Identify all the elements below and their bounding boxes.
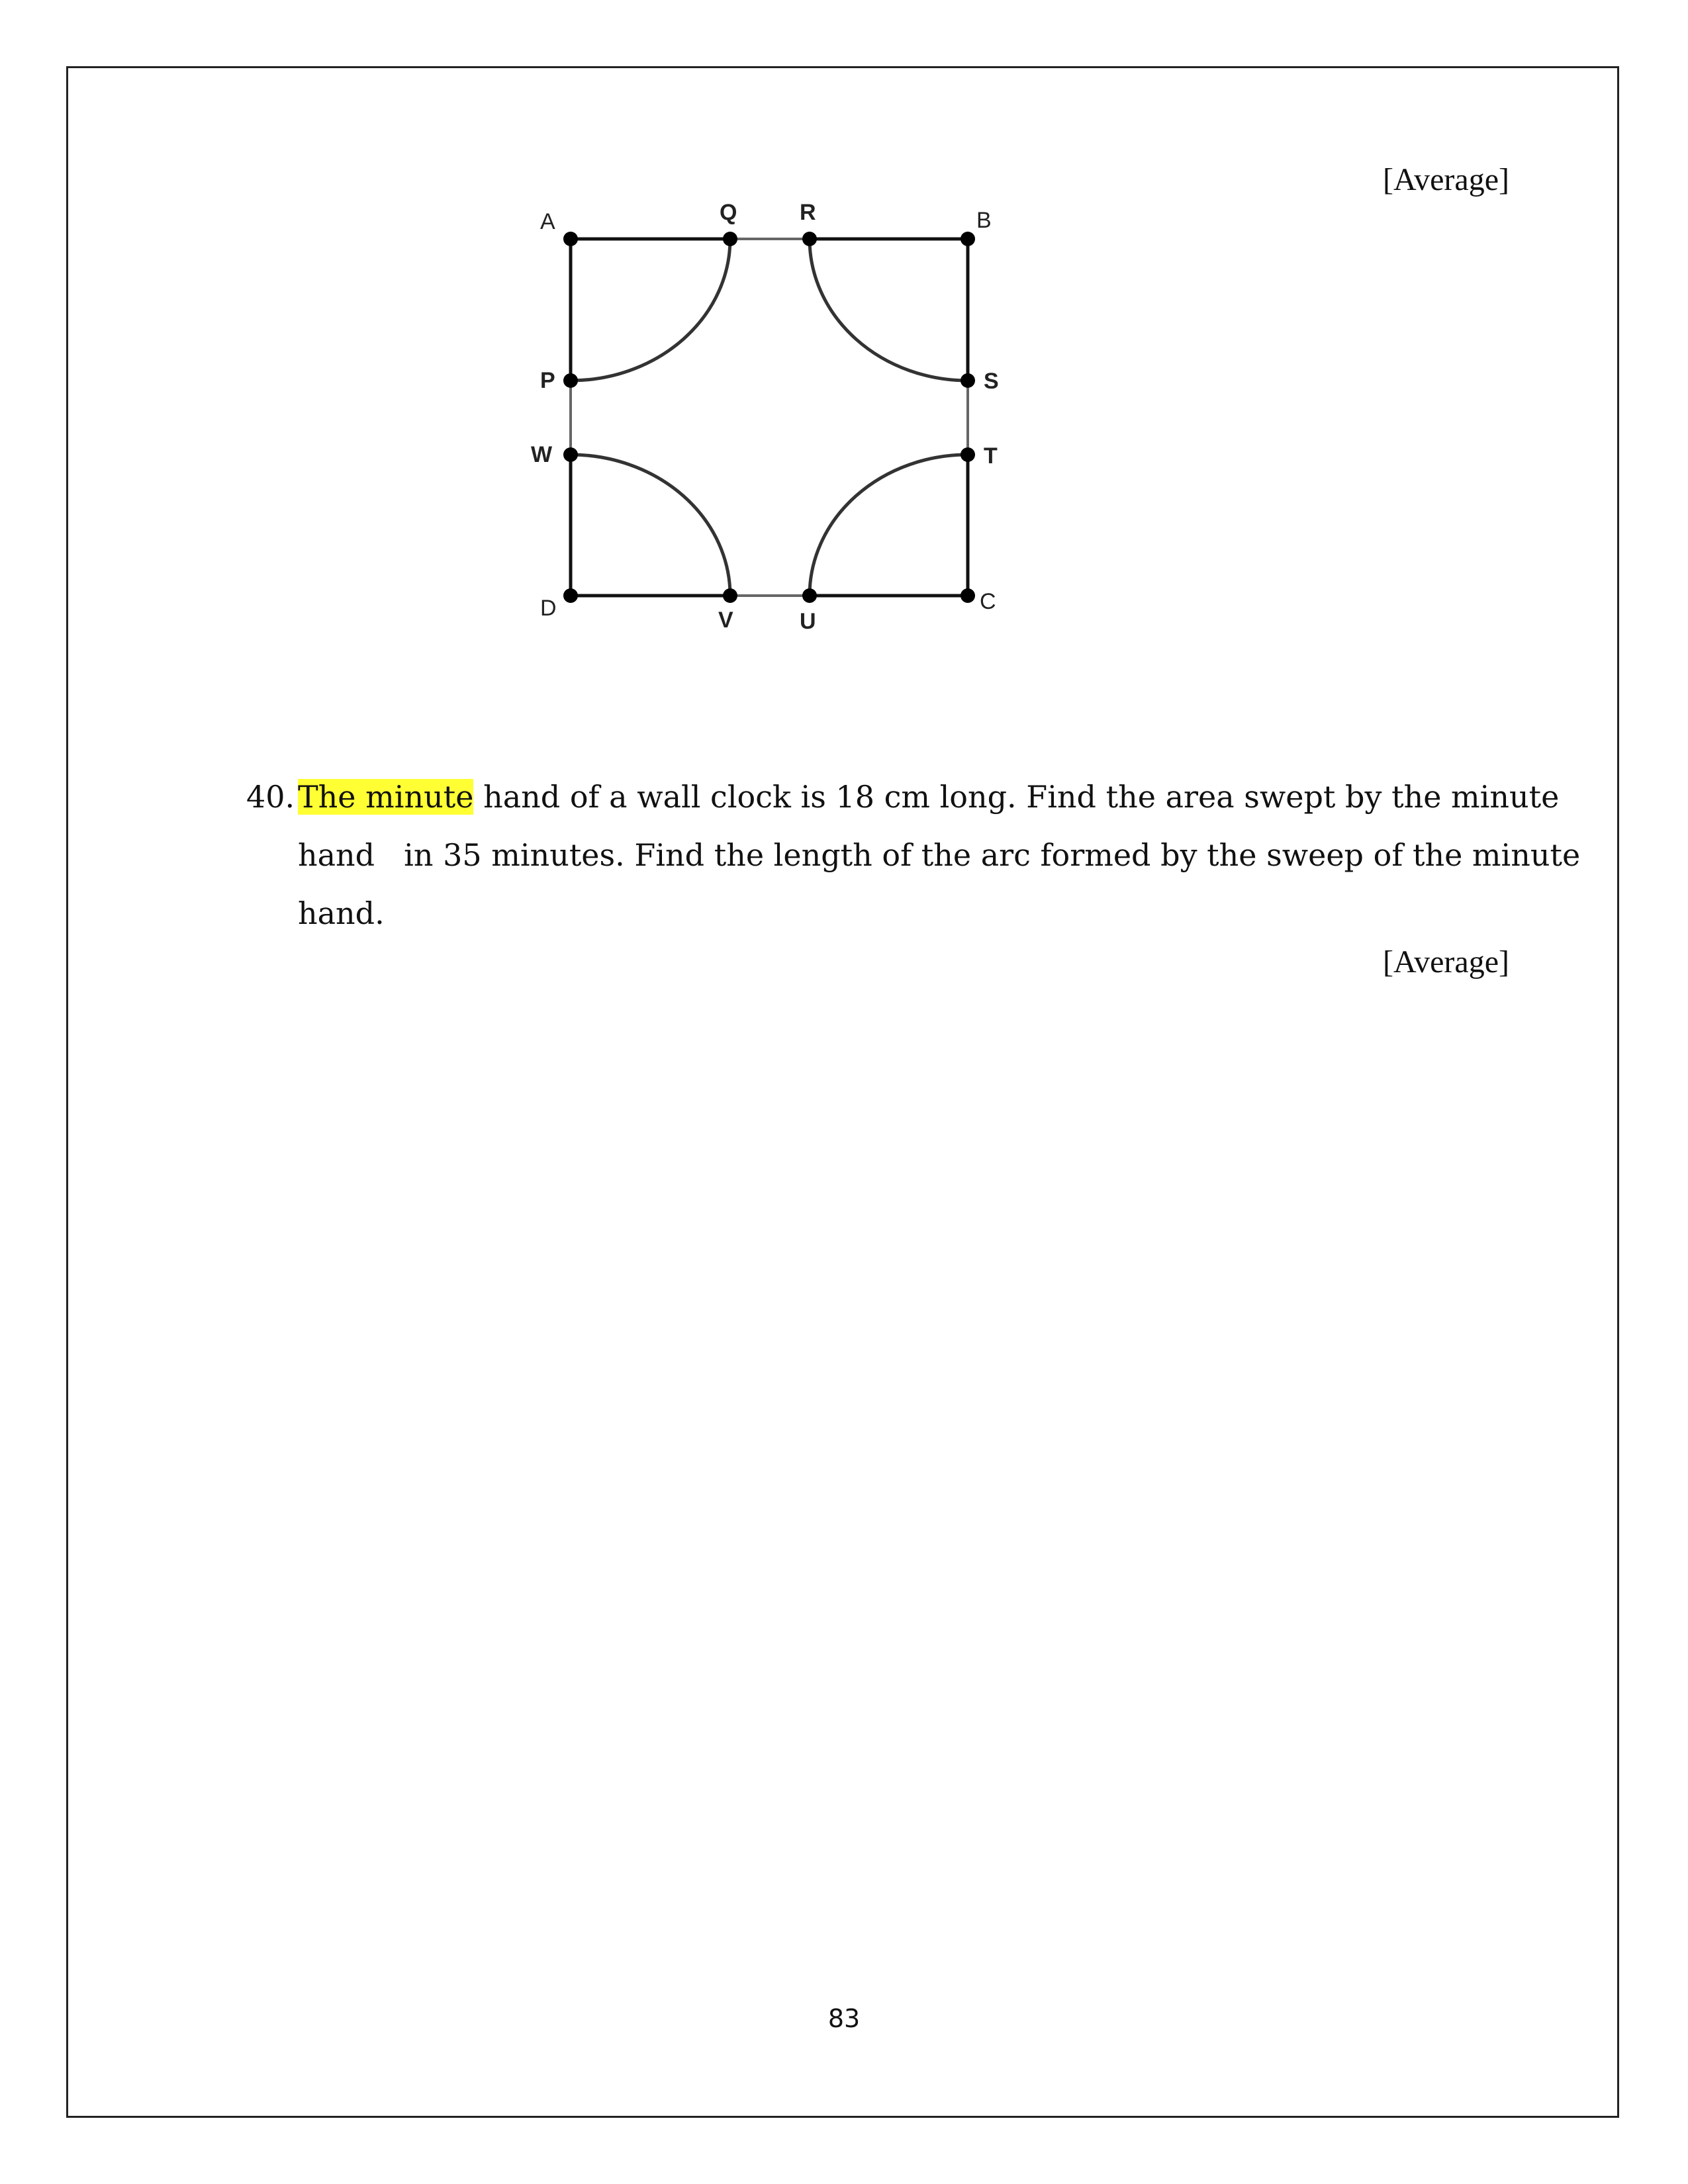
label-a: A (540, 209, 555, 234)
question-line-3 (246, 884, 1504, 942)
point-q (723, 232, 737, 246)
point-w (563, 447, 578, 462)
point-r (802, 232, 817, 246)
point-p (563, 373, 578, 388)
question-number: 40. (246, 779, 295, 815)
point-d (563, 588, 578, 603)
arc-rs (810, 239, 968, 381)
point-v (723, 588, 737, 603)
label-v: V (718, 608, 733, 633)
label-b: B (976, 208, 992, 233)
point-t (961, 447, 975, 462)
point-b (961, 232, 975, 246)
label-u: U (800, 609, 816, 634)
point-s (961, 373, 975, 388)
arc-wv (571, 455, 730, 596)
point-c (961, 588, 975, 603)
question-text-line-2a: hand (298, 837, 375, 873)
point-a (563, 232, 578, 246)
label-c: C (980, 589, 996, 614)
geometry-figure (516, 192, 1033, 655)
highlighted-text: The minute (298, 779, 474, 815)
point-u (802, 588, 817, 603)
label-s: S (984, 369, 999, 394)
label-w: W (531, 442, 553, 467)
question-difficulty-label: [Average] (1383, 944, 1509, 979)
question-40 (246, 768, 1581, 942)
page-number: 83 (827, 2004, 861, 2033)
square-with-quarter-circles-diagram (516, 192, 1033, 655)
question-text-line-2b: in 35 minutes. Find the length of the arc formed by the sweep of the minute (404, 837, 1581, 873)
label-q: Q (720, 200, 737, 225)
question-line-2 (246, 826, 1581, 884)
question-line-1 (246, 768, 1560, 826)
label-p: P (540, 368, 555, 393)
label-d: D (540, 596, 557, 621)
question-text-line-3: hand. (298, 895, 385, 931)
question-text-line-1: hand of a wall clock is 18 cm long. Find the area swept by the minute (473, 779, 1560, 815)
label-t: T (984, 443, 998, 469)
arc-tu (810, 455, 968, 596)
difficulty-label: [Average] (1383, 162, 1509, 197)
label-r: R (800, 200, 816, 225)
arc-pq (571, 239, 730, 381)
